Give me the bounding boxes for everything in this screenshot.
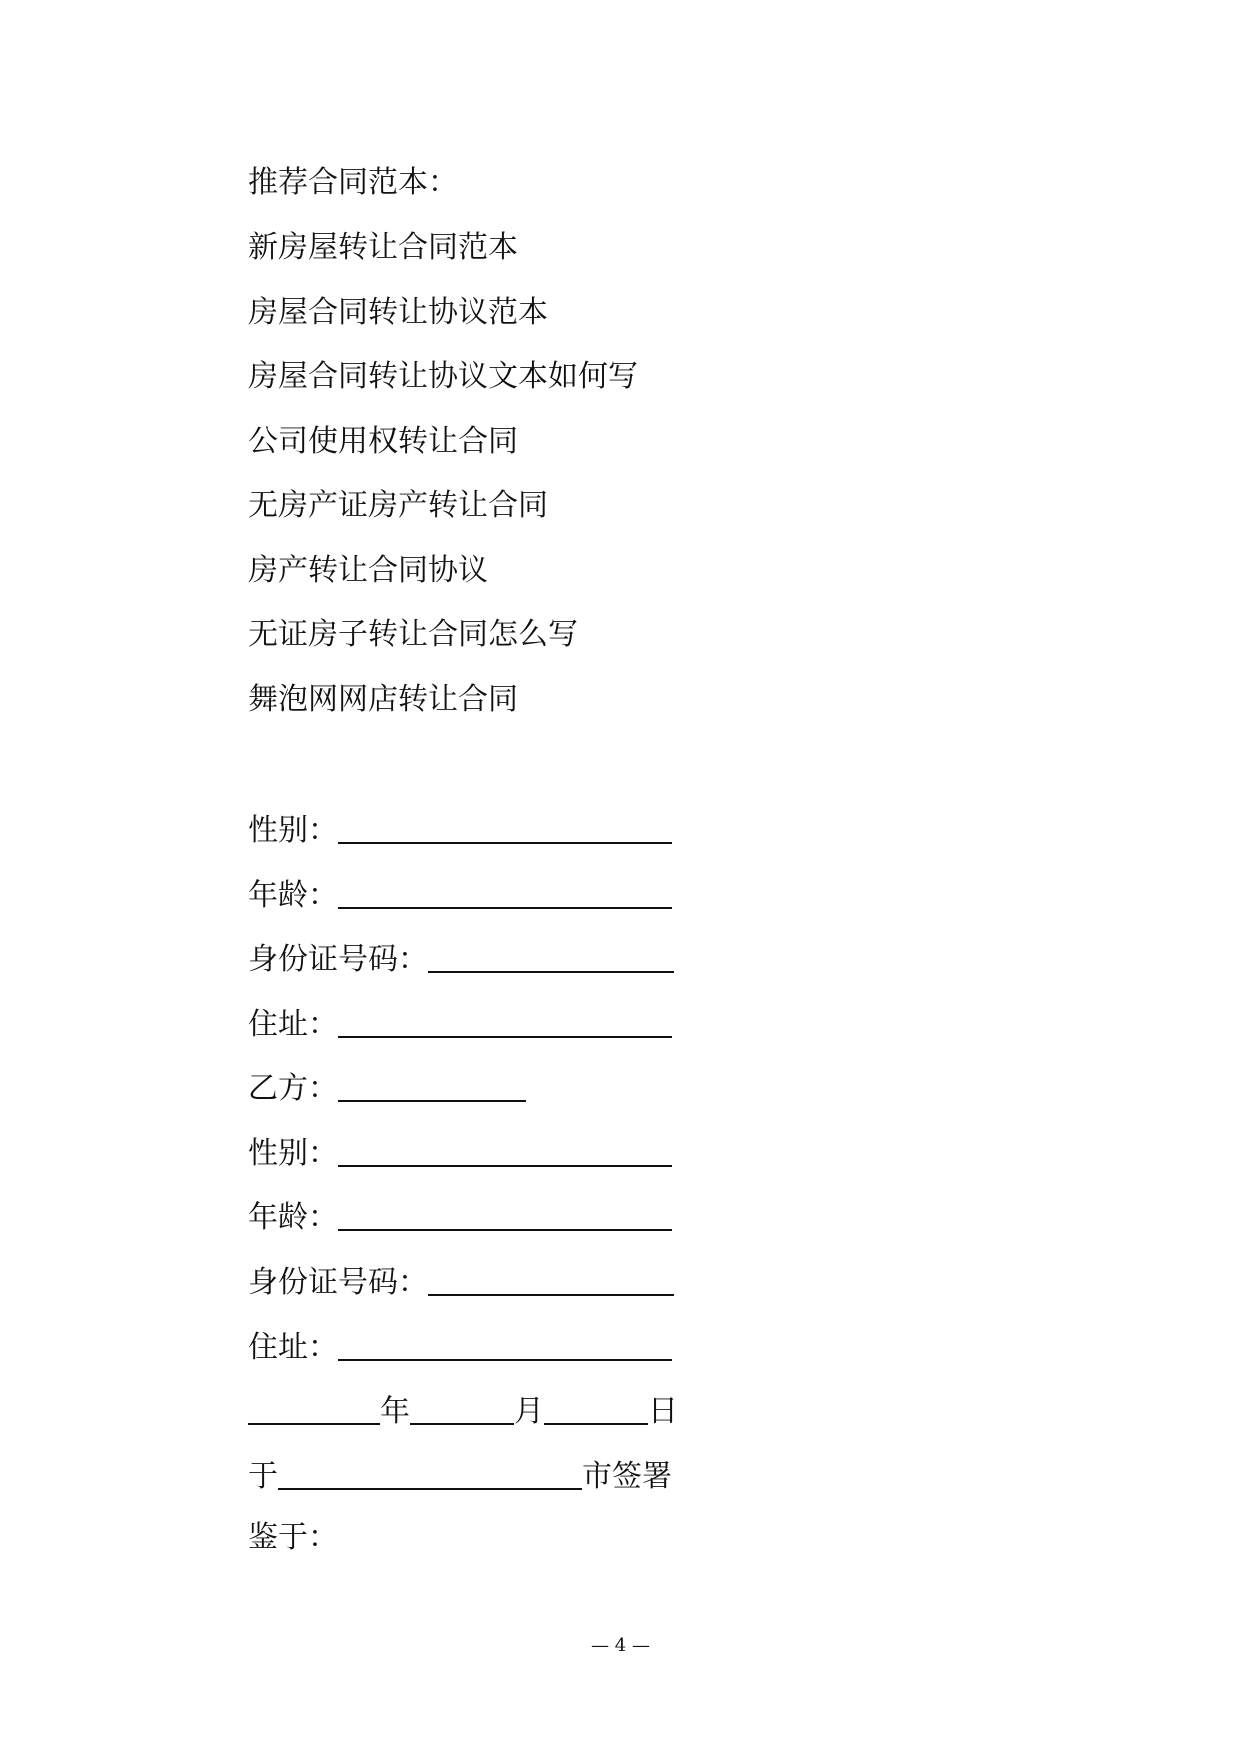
party-a-gender-blank[interactable] — [338, 812, 672, 844]
signing-place-prefix: 于 — [248, 1459, 278, 1494]
party-a-id-label: 身份证号码： — [248, 942, 428, 977]
recommended-item[interactable]: 房产转让合同协议 — [248, 553, 488, 588]
party-b-address-blank[interactable] — [338, 1329, 672, 1361]
party-a-gender-row — [248, 808, 672, 848]
month-label: 月 — [514, 1394, 544, 1429]
whereas-heading: 鉴于： — [248, 1520, 338, 1555]
party-b-name-blank[interactable] — [338, 1070, 526, 1102]
party-a-age-blank[interactable] — [338, 877, 672, 909]
recommended-heading: 推荐合同范本： — [248, 165, 458, 200]
party-b-age-blank[interactable] — [338, 1199, 672, 1231]
page-number: — 4 — — [591, 1635, 650, 1656]
day-blank[interactable] — [544, 1393, 648, 1425]
party-a-address-blank[interactable] — [338, 1006, 672, 1038]
party-b-address-row — [248, 1325, 672, 1365]
party-b-age-row — [248, 1195, 672, 1235]
party-b-id-blank[interactable] — [428, 1264, 674, 1296]
party-b-label: 乙方： — [248, 1071, 338, 1106]
party-a-age-row — [248, 873, 672, 913]
recommended-item[interactable]: 新房屋转让合同范本 — [248, 230, 518, 265]
signing-place-row — [248, 1454, 672, 1494]
party-b-gender-label: 性别： — [248, 1136, 338, 1171]
party-b-age-label: 年龄： — [248, 1200, 338, 1235]
recommended-item[interactable]: 无证房子转让合同怎么写 — [248, 617, 578, 652]
signing-date-row — [248, 1389, 678, 1429]
day-label: 日 — [648, 1394, 678, 1429]
signing-city-blank[interactable] — [278, 1458, 582, 1490]
party-a-address-row — [248, 1002, 672, 1042]
party-b-id-label: 身份证号码： — [248, 1265, 428, 1300]
party-b-id-row — [248, 1260, 674, 1300]
party-a-gender-label: 性别： — [248, 813, 338, 848]
recommended-item[interactable]: 舞泡网网店转让合同 — [248, 682, 518, 717]
month-blank[interactable] — [410, 1393, 514, 1425]
recommended-item[interactable]: 房屋合同转让协议文本如何写 — [248, 359, 638, 394]
signing-place-suffix: 市签署 — [582, 1459, 672, 1494]
year-blank[interactable] — [248, 1393, 380, 1425]
party-a-id-blank[interactable] — [428, 941, 674, 973]
party-a-id-row — [248, 937, 674, 977]
party-b-gender-blank[interactable] — [338, 1135, 672, 1167]
recommended-item[interactable]: 房屋合同转让协议范本 — [248, 295, 548, 330]
party-b-gender-row — [248, 1131, 672, 1171]
party-b-address-label: 住址： — [248, 1330, 338, 1365]
party-a-age-label: 年龄： — [248, 878, 338, 913]
party-b-row — [248, 1066, 526, 1106]
year-label: 年 — [380, 1394, 410, 1429]
recommended-item[interactable]: 公司使用权转让合同 — [248, 424, 518, 459]
recommended-item[interactable]: 无房产证房产转让合同 — [248, 488, 548, 523]
party-a-address-label: 住址： — [248, 1007, 338, 1042]
